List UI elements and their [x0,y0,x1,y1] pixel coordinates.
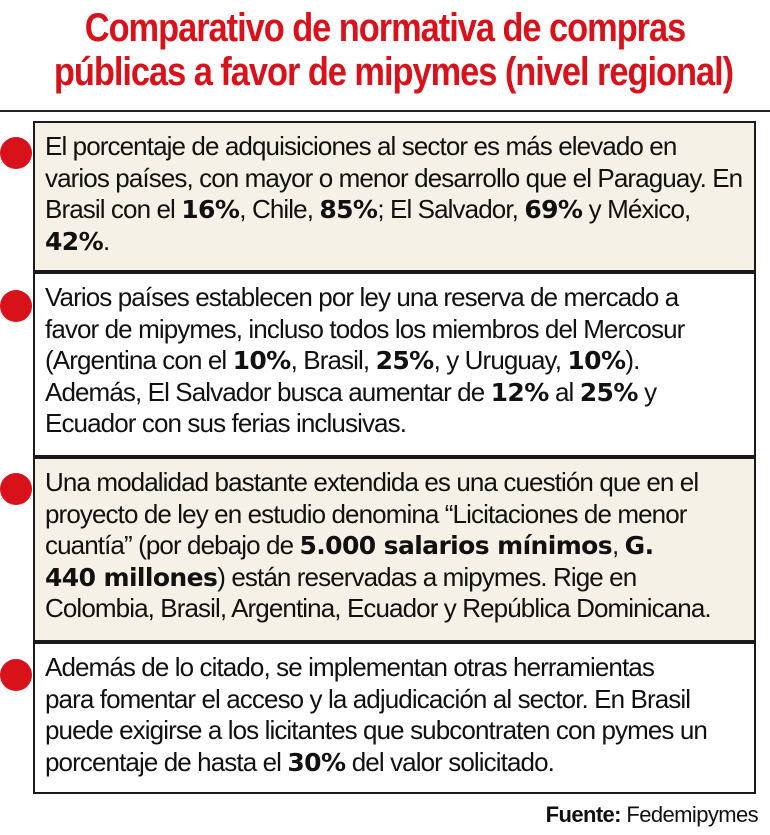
text-segment: cuantía” (por debajo de [45,530,300,560]
text-line [45,715,744,747]
info-box-text [45,652,744,778]
highlight-figure: 16% [181,195,240,224]
text-line [45,163,744,195]
text-line [45,747,744,779]
text-line [45,467,744,499]
highlight-figure: 85% [319,195,378,224]
text-segment: ; El Salvador, [377,194,525,224]
highlight-figure: 440 millones [45,562,218,592]
text-segment: Ecuador con sus ferias inclusivas. [45,408,407,438]
text-line [45,377,744,409]
text-segment: y México, [582,194,691,224]
text-segment: para fomentar el acceso y la adjudicación al sector. En Brasil [45,683,691,714]
info-box-1 [33,121,756,272]
highlight-figure: 42% [45,226,104,256]
bullet-dot-icon [0,473,32,505]
info-box-3 [33,457,756,642]
info-box-2 [33,272,756,457]
text-segment: , [612,530,625,560]
text-segment: Además de lo citado, se implementan otras herramientas [45,652,654,682]
text-segment: , Brasil, [290,345,376,375]
title-divider [0,110,770,112]
text-segment: , Chile, [239,194,320,224]
info-box-text [45,467,744,625]
title-line-1: Comparativo de normativa de compras [84,6,686,50]
text-line [45,194,744,226]
text-segment: varios países, con mayor o menor desarrollo que el Paraguay. En [45,162,743,193]
bullet-dot-icon [0,290,32,322]
info-box-4 [33,642,756,794]
text-line [45,499,744,531]
text-segment: Una modalidad bastante extendida es una cuestión que en el [45,467,699,497]
text-segment: porcentaje de hasta el [45,746,288,777]
highlight-figure: 10% [567,346,626,375]
text-segment: ) están reservadas a mipymes. Rige en [217,561,637,592]
info-box-text [45,131,744,257]
text-segment: al [548,376,580,407]
infographic-title [53,6,734,94]
text-line [45,282,744,314]
text-line [45,226,744,258]
highlight-figure: 25% [375,346,434,375]
bullet-dot-icon [0,659,32,691]
bullet-dot-icon [0,137,32,169]
highlight-figure: 10% [232,346,291,375]
text-segment: El porcentaje de adquisiciones al sector es más elevado en [45,131,677,161]
highlight-figure: 69% [524,195,583,224]
text-segment: del valor solicitado. [345,746,554,777]
highlight-figure: 12% [490,377,549,407]
source-value: Fedemipymes [620,802,758,827]
highlight-figure: 25% [579,377,638,407]
text-line [45,131,744,163]
text-segment: Colombia, Brasil, Argentina, Ecuador y República Dominicana. [45,593,711,623]
source-label: Fuente: [545,802,621,827]
text-line [45,562,744,594]
source-credit [546,802,758,828]
text-segment: , y Uruguay, [433,345,568,375]
highlight-figure: G. [624,531,654,560]
text-segment: Brasil con el [45,194,182,224]
text-line [45,684,744,716]
text-segment: (Argentina con el [45,345,233,375]
text-segment: Además, El Salvador busca aumentar de [45,376,491,407]
info-box-text [45,282,744,440]
highlight-figure: 5.000 salarios mínimos [299,531,613,560]
text-segment: proyecto de ley en estudio denomina “Licitaciones de menor [45,498,687,529]
text-line [45,593,744,625]
text-line [45,314,744,346]
text-line [45,408,744,440]
text-line [45,530,744,562]
title-line-2: públicas a favor de mipymes (nivel regional) [53,50,734,94]
text-segment: ). [625,345,640,375]
text-line [45,345,744,377]
text-line [45,652,744,684]
text-segment: . [103,225,110,256]
text-segment: puede exigirse a los licitantes que subcontraten con pymes un [45,715,707,745]
text-segment: favor de mipymes, incluso todos los miembros del Mercosur [45,313,685,344]
highlight-figure: 30% [287,747,346,777]
text-segment: Varios países establecen por ley una reserva de mercado a [45,282,679,312]
text-segment: y [637,376,657,407]
